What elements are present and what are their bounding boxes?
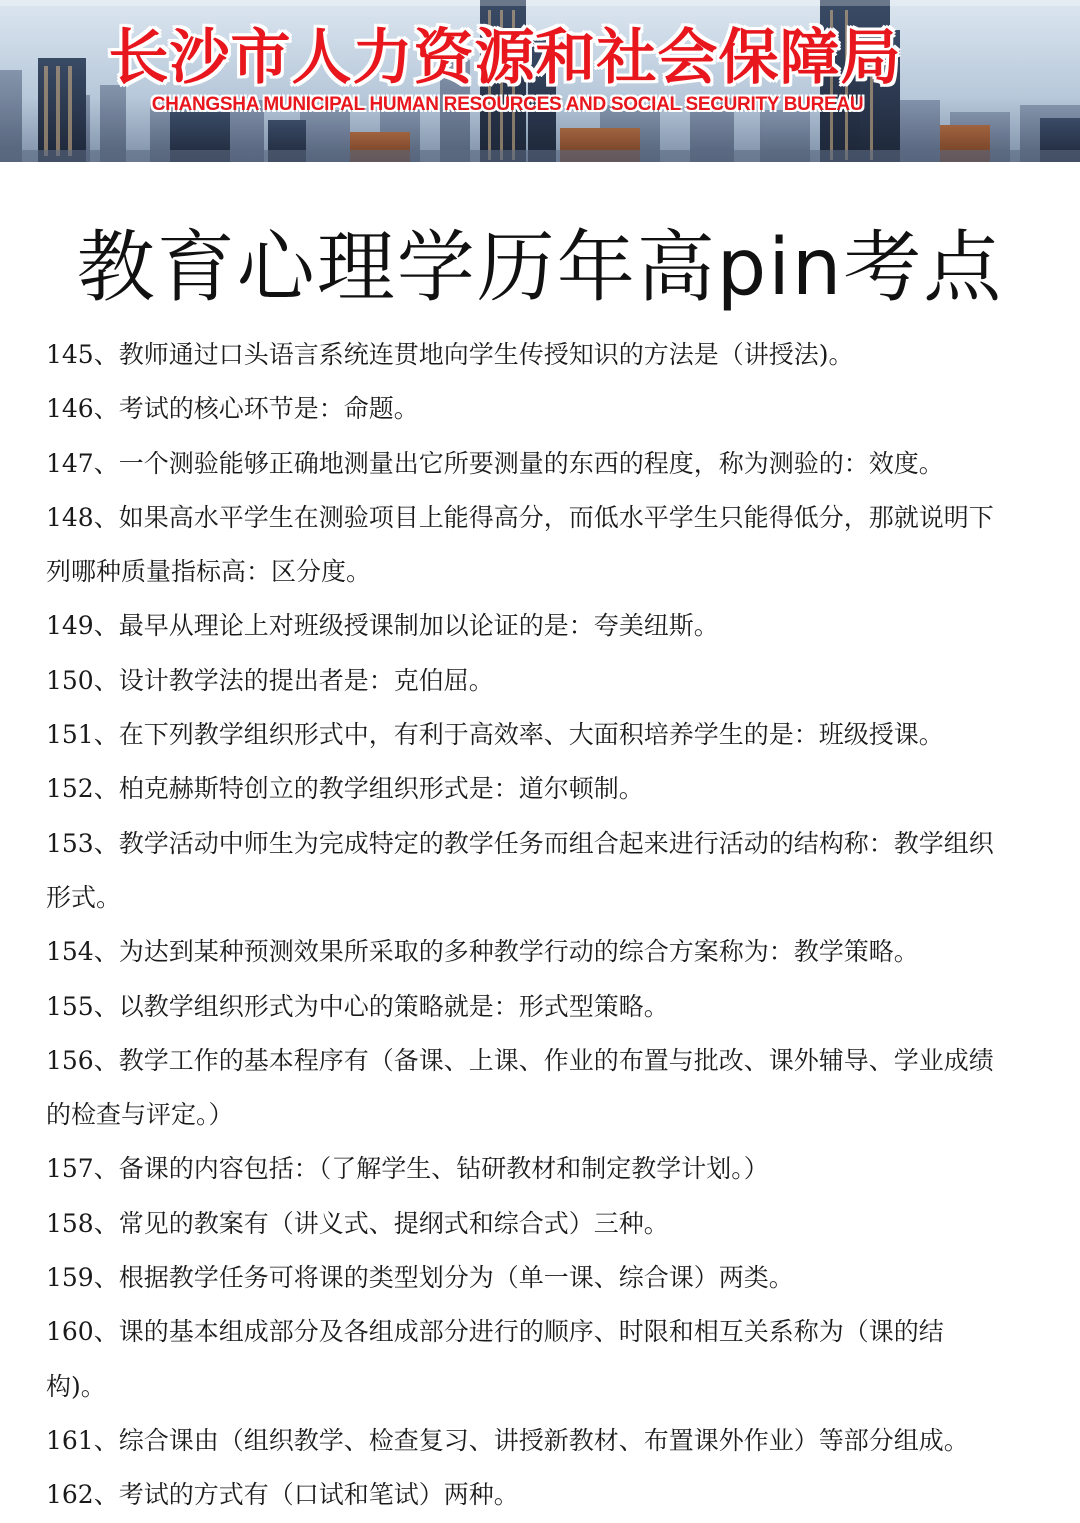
qa-item-162: 162、考试的方式有（口试和笔试）两种。 [46, 1480, 519, 1510]
qa-item-156: 156、教学工作的基本程序有（备课、上课、作业的布置与批改、课外辅导、学业成绩的检查与评定。） [46, 1045, 994, 1130]
page-title: 教育心理学历年高pin考点 [76, 223, 1004, 313]
qa-item-145: 145、教师通过口头语言系统连贯地向学生传授知识的方法是（讲授法)。 [46, 340, 854, 369]
qa-item-148: 148、如果高水平学生在测验项目上能得高分，而低水平学生只能得低分，那就说明下列哪种质量指标高：区分度。 [46, 502, 994, 587]
qa-item-161: 161、综合课由（组织教学、检查复习、讲授新教材、布置课外作业）等部分组成。 [46, 1425, 969, 1455]
qa-item-147: 147、一个测验能够正确地测量出它所要测量的东西的程度，称为测验的：效度。 [46, 448, 944, 478]
qa-item-149: 149、最早从理论上对班级授课制加以论证的是：夸美纽斯。 [46, 611, 719, 641]
qa-item-158: 158、常见的教案有（讲义式、提纲式和综合式）三种。 [46, 1208, 669, 1238]
qa-item-146: 146、考试的核心环节是：命题。 [46, 394, 419, 424]
qa-item-152: 152、柏克赫斯特创立的教学组织形式是：道尔顿制。 [46, 774, 644, 804]
qa-item-154: 154、为达到某种预测效果所采取的多种教学行动的综合方案称为：教学策略。 [46, 937, 919, 967]
header-banner [0, 0, 1080, 162]
qa-item-157: 157、备课的内容包括：（了解学生、钻研教材和制定教学计划。） [46, 1154, 769, 1184]
bureau-title-en: CHANGSHA MUNICIPAL HUMAN RESOURCES AND SOCIAL SECURITY BUREAU [151, 94, 864, 115]
bureau-title-cn: 长沙市人力资源和社会保障局 [108, 23, 902, 93]
qa-item-150: 150、设计教学法的提出者是：克伯屈。 [46, 665, 494, 695]
qa-item-153: 153、教学活动中师生为完成特定的教学任务而组合起来进行活动的结构称：教学组织形式。 [46, 828, 994, 912]
qa-list [46, 328, 996, 1523]
qa-item-160: 160、课的基本组成部分及各组成部分进行的顺序、时限和相互关系称为（课的结构)。 [46, 1317, 944, 1401]
qa-item-159: 159、根据教学任务可将课的类型划分为（单一课、综合课）两类。 [46, 1263, 794, 1293]
qa-item-151: 151、在下列教学组织形式中，有利于高效率、大面积培养学生的是：班级授课。 [46, 720, 944, 750]
qa-item-155: 155、以教学组织形式为中心的策略就是：形式型策略。 [46, 991, 669, 1021]
